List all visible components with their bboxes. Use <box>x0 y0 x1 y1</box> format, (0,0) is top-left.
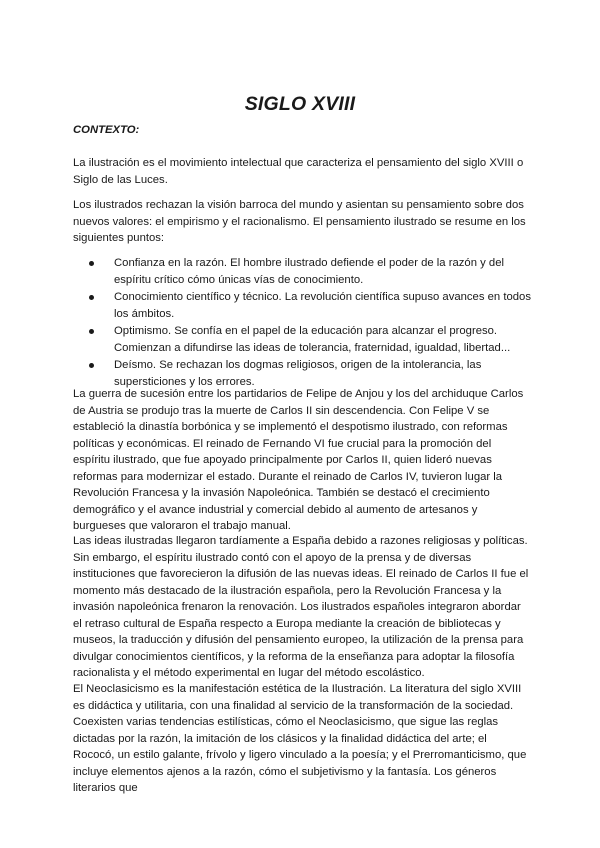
paragraph-intro: La ilustración es el movimiento intelectual que caracteriza el pensamiento del siglo XVIII o Siglo de las Luces. <box>73 157 524 186</box>
bullet-icon <box>89 363 94 368</box>
section-heading: CONTEXTO: <box>73 124 140 136</box>
paragraph-neoclassicism: El Neoclasicismo es la manifestación estética de la Ilustración. La literatura del siglo XVIII es didáctica y utilitaria, con una finalidad al servicio de la transformación de la sociedad. Coexisten varias tendencias estilísticas, cómo el Neoclasicismo, que sigue las reglas dictadas por la razón, la imitación de los clásicos y la finalidad didáctica del arte; el Rococó, un estilo galante, frívolo y ligero vinculado a la poesía; y el Prerromanticismo, que incluye elementos ajenos a la razón, cómo el subjetivismo y la fantasía. Los géneros literarios que <box>73 683 527 794</box>
list-item-text: Conocimiento científico y técnico. La revolución científica supuso avances en todos los ámbitos. <box>114 291 531 320</box>
bullet-icon <box>89 295 94 300</box>
bullet-icon <box>89 261 94 266</box>
list-item-text: Confianza en la razón. El hombre ilustrado defiende el poder de la razón y del espíritu crítico cómo únicas vías de conocimiento. <box>114 257 504 286</box>
paragraph-history: La guerra de sucesión entre los partidarios de Felipe de Anjou y los del archiduque Carlos de Austria se produjo tras la muerte de Carlos II sin descendencia. Con Felipe V se estableció la dinastía borbónica y se implementó el despotismo ilustrado, con reformas políticas y económicas. El reinado de Fernando VI fue crucial para la promoción del espíritu ilustrado, que fue apoyado principalmente por Carlos II, quien lideró nuevas reformas para modernizar el estado. Durante el reinado de Carlos IV, tuvieron lugar la Revolución Francesa y la invasión Napoleónica. También se destacó el crecimiento demográfico y el avance industrial y comercial debido al aumento de artesanos y burgueses que valoraron el trabajo manual. <box>73 388 524 532</box>
list-item <box>73 323 531 356</box>
paragraph-spain: Las ideas ilustradas llegaron tardíamente a España debido a razones religiosas y políticas. Sin embargo, el espíritu ilustrado contó con el apoyo de la prensa y de diversas instituciones que favorecieron la difusión de las nuevas ideas. El reinado de Carlos II fue el momento más destacado de la ilustración española, pero la Revolución Francesa y la invasión napoleónica frenaron la renovación. Los ilustrados españoles integraron abordar el retraso cultural de España respecto a Europa mediante la creación de bibliotecas y museos, la traducción y difusión del pensamiento europeo, la utilización de la prensa para divulgar conocimientos científicos, y la reforma de la enseñanza para adoptar la filosofía racionalista y el método experimental en lugar del método escolástico. <box>73 535 529 679</box>
document-title: SIGLO XVIII <box>244 93 356 115</box>
bullet-icon <box>89 329 94 334</box>
list-item <box>73 255 531 288</box>
key-points-list <box>73 255 531 391</box>
list-item <box>73 289 531 322</box>
list-item-text: Optimismo. Se confía en el papel de la educación para alcanzar el progreso. Comienzan a difundirse las ideas de tolerancia, fraternidad, igualdad, libertad... <box>114 325 511 354</box>
paragraph-ilustrados: Los ilustrados rechazan la visión barroca del mundo y asientan su pensamiento sobre dos nuevos valores: el empirismo y el racionalismo. El pensamiento ilustrado se resume en los siguientes puntos: <box>73 199 526 244</box>
list-item-text: Deísmo. Se rechazan los dogmas religiosos, origen de la intolerancia, las supersticiones y los errores. <box>114 359 482 388</box>
